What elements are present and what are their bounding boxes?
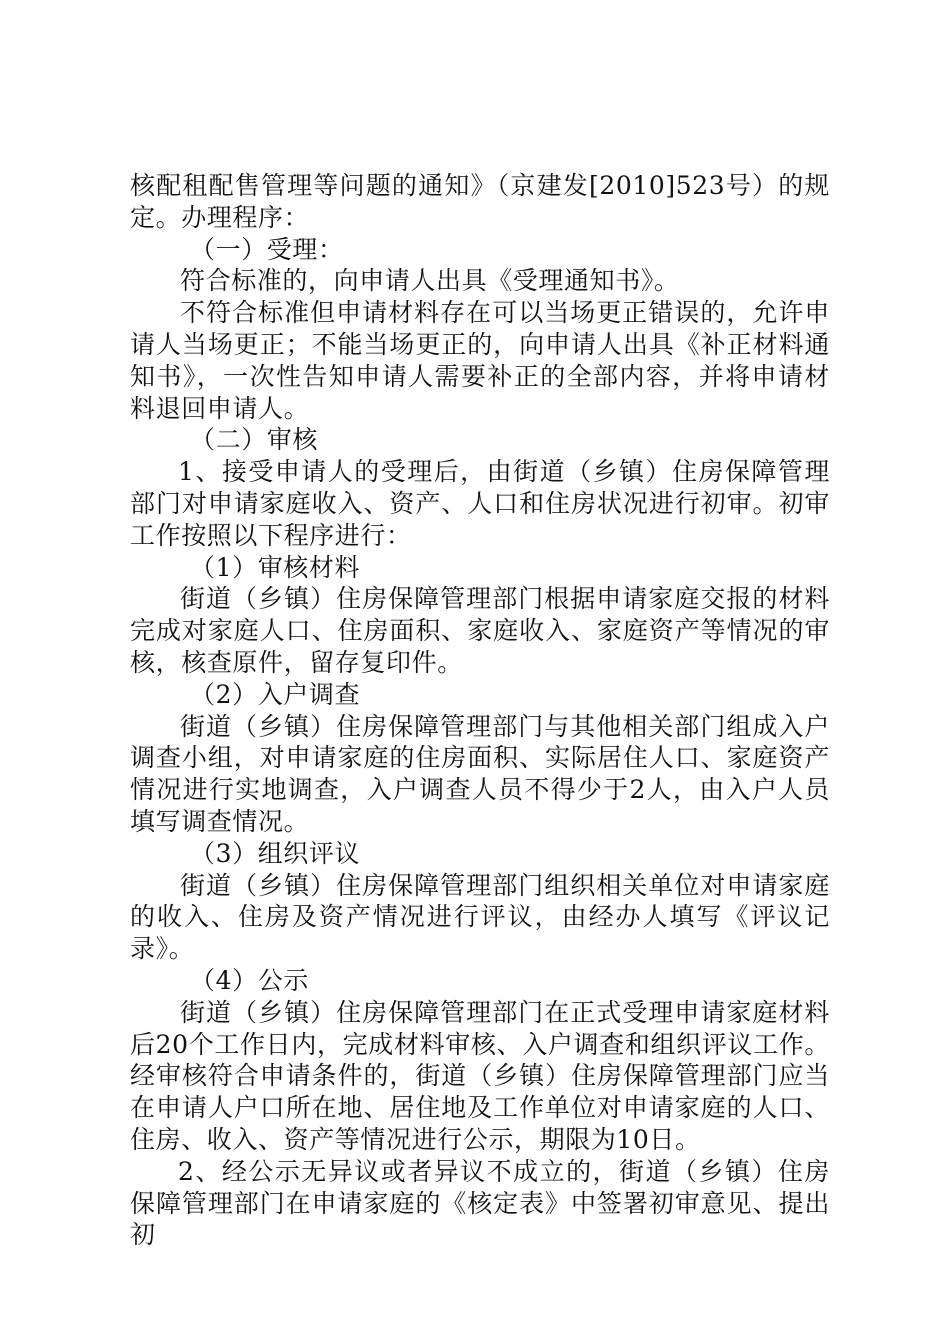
subsection-heading: （3）组织评议 xyxy=(190,838,361,868)
section-heading-acceptance: （一）受理： xyxy=(190,234,344,264)
paragraph: 街道（乡镇）住房保障管理部门与其他相关部门组成入户调查小组，对申请家庭的住房面积、实际居住人口、家庭资产情况进行实地调查，入户调查人员不得少于2人，由入户人员填写调查情况。 xyxy=(130,711,830,836)
subsection-heading: （2）入户调查 xyxy=(190,679,361,709)
subsection-heading: （4）公示 xyxy=(190,965,309,995)
paragraph-continuation: 核配租配售管理等问题的通知》（京建发[2010]523号）的规定。办理程序： xyxy=(130,171,830,232)
paragraph: 街道（乡镇）住房保障管理部门根据申请家庭交报的材料完成对家庭人口、住房面积、家庭收入、家庭资产等情况的审核，核查原件，留存复印件。 xyxy=(130,584,830,677)
paragraph: 街道（乡镇）住房保障管理部门组织相关单位对申请家庭的收入、住房及资产情况进行评议，由经办人填写《评议记录》。 xyxy=(130,870,830,964)
paragraph: 不符合标准但申请材料存在可以当场更正错误的，允许申请人当场更正；不能当场更正的，向申请人出具《补正材料通知书》，一次性告知申请人需要补正的全部内容，并将申请材料退回申请人。 xyxy=(130,298,830,423)
paragraph: 符合标准的，向申请人出具《受理通知书》。 xyxy=(180,266,680,296)
section-heading-review: （二）审核 xyxy=(190,425,319,455)
document-body xyxy=(130,170,830,1251)
subsection-heading: （1）审核材料 xyxy=(190,552,361,582)
paragraph: 1、接受申请人的受理后，由街道（乡镇）住房保障管理部门对申请家庭收入、资产、人口和住房状况进行初审。初审工作按照以下程序进行： xyxy=(130,457,830,550)
paragraph: 2、经公示无异议或者异议不成立的，街道（乡镇）住房保障管理部门在申请家庭的《核定表》中签署初审意见、提出初 xyxy=(130,1156,830,1250)
paragraph: 街道（乡镇）住房保障管理部门在正式受理申请家庭材料后20个工作日内，完成材料审核、入户调查和组织评议工作。经审核符合申请条件的，街道（乡镇）住房保障管理部门应当在申请人户口所在地、居住地及工作单位对申请家庭的人口、住房、收入、资产等情况进行公示，期限为10日。 xyxy=(130,997,830,1154)
